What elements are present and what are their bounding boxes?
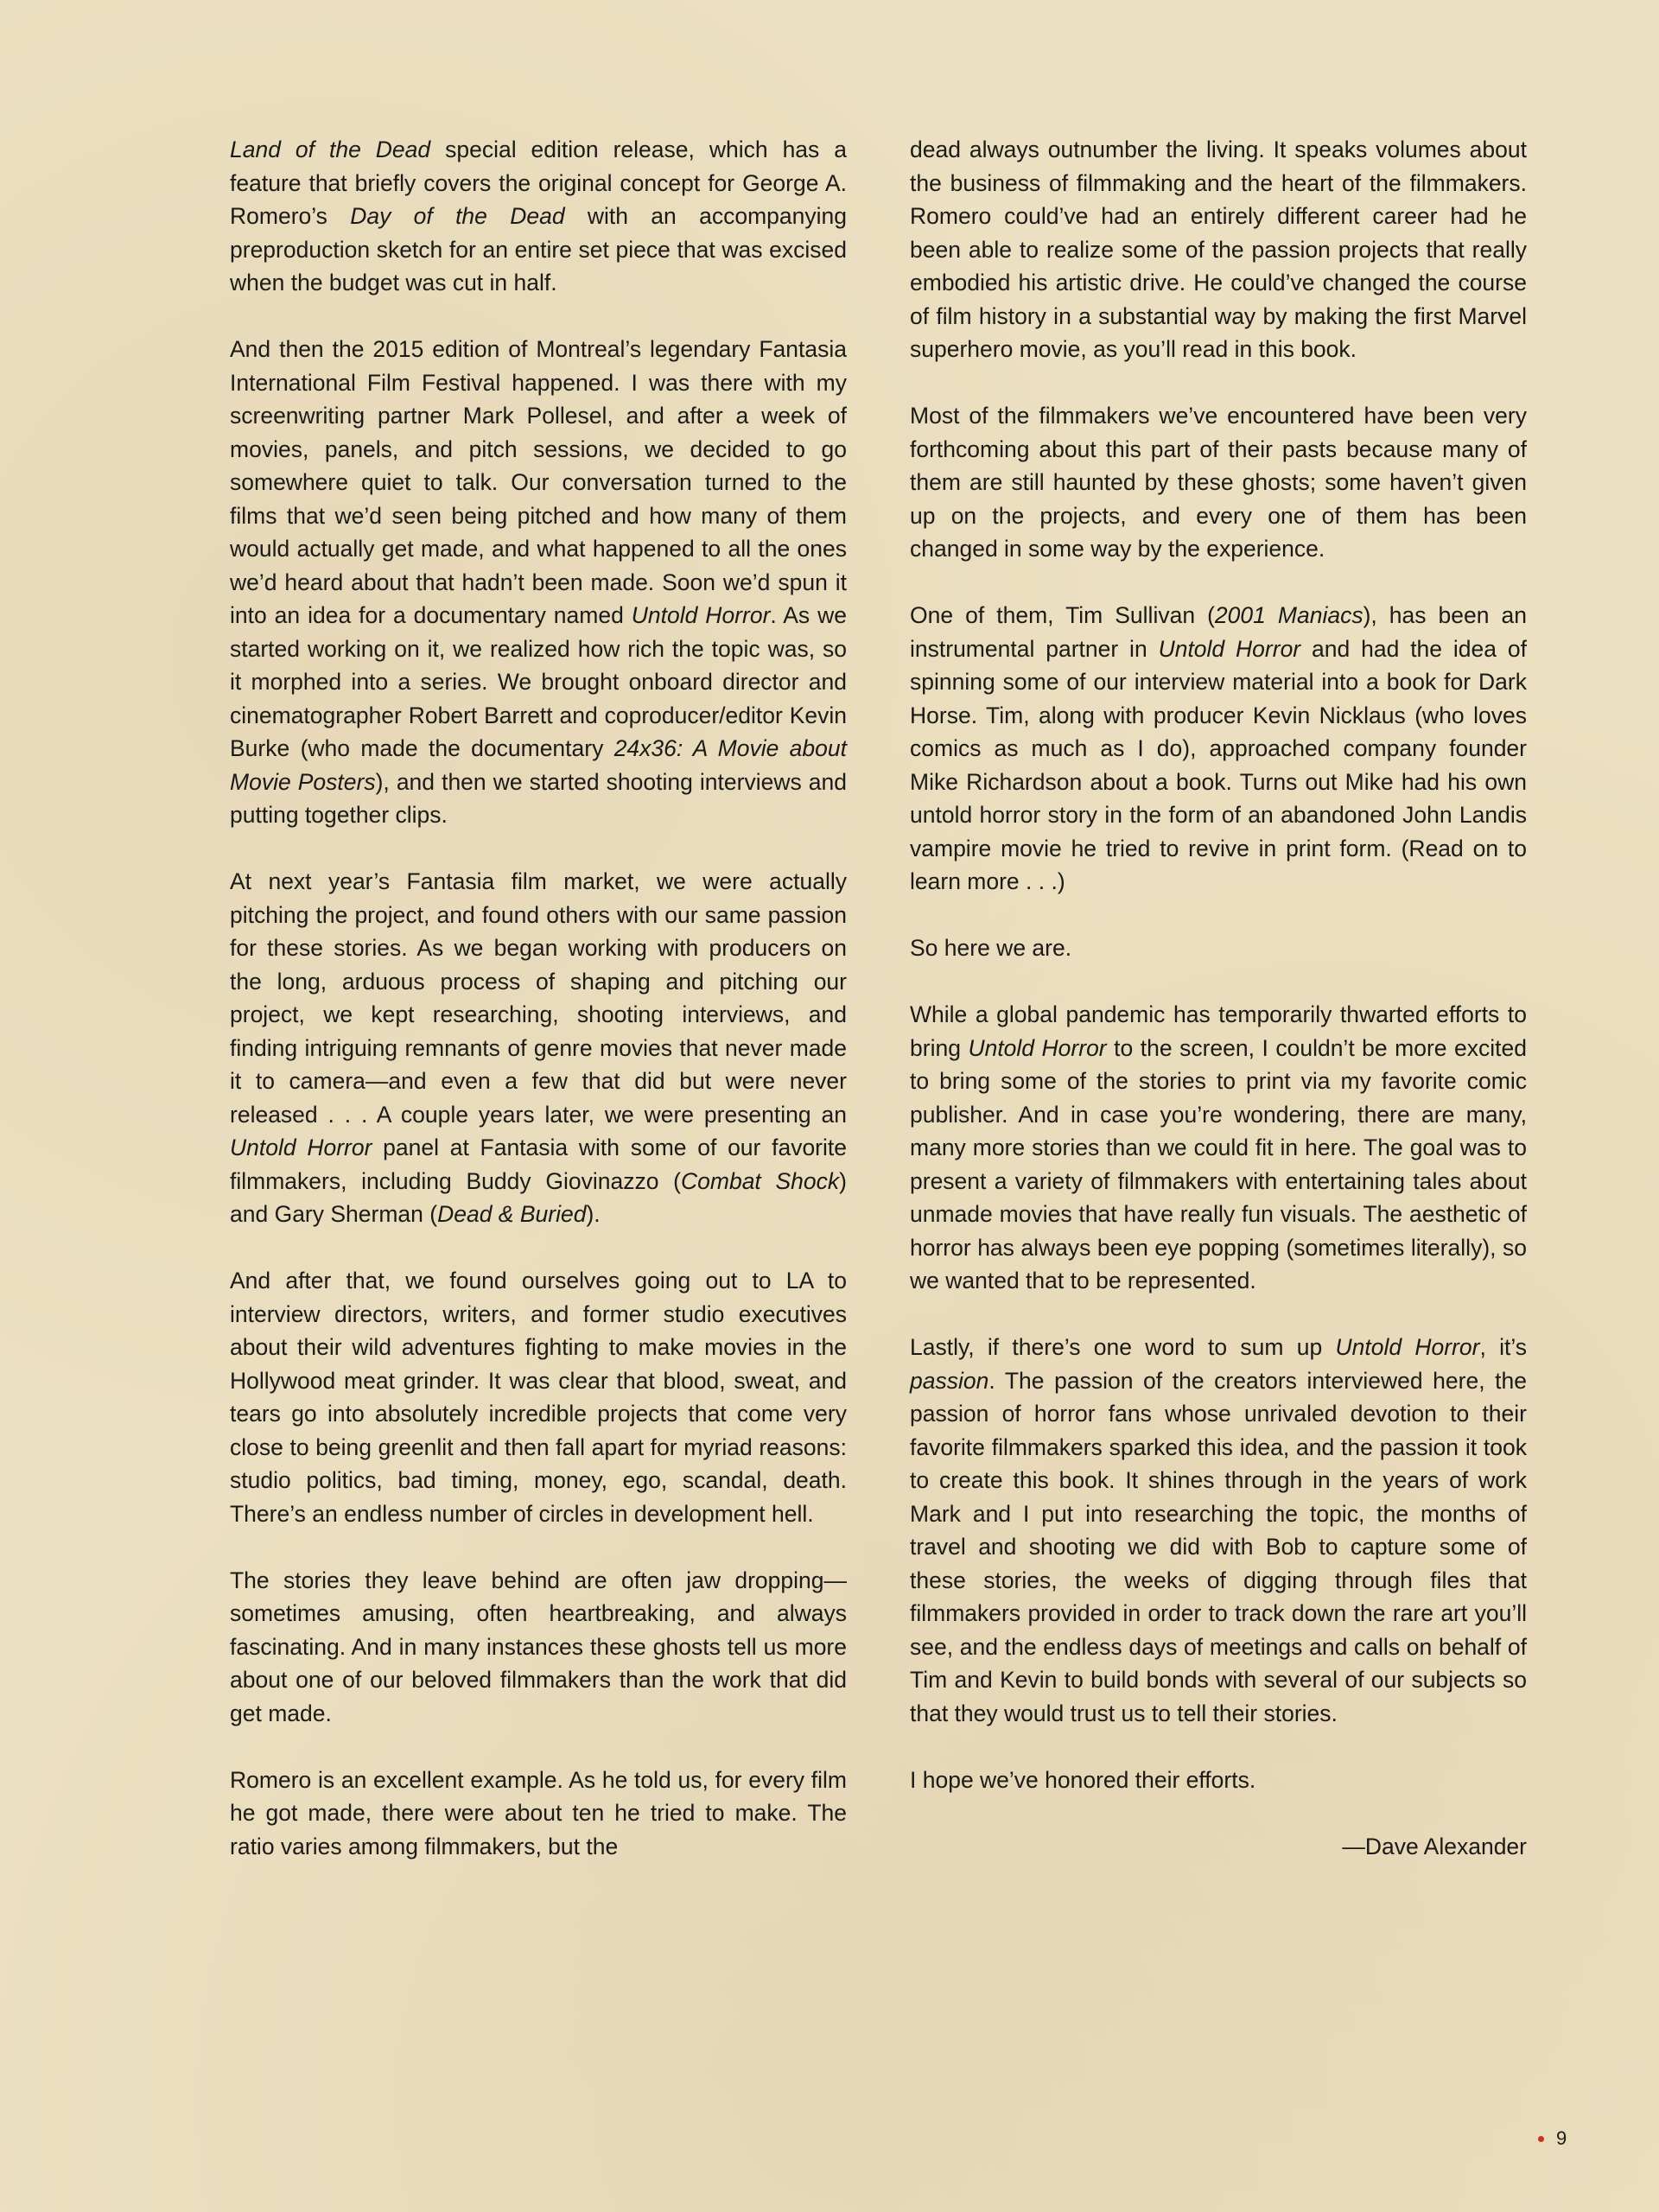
- text-run: . The passion of the creators interviewed here, the passion of horror fans whose unrivaled devotion to their favorite filmmakers sparked this idea, and the passion it took to create this book. It shines through in the years of work Mark and I put into researching the topic, the months of travel and shooting we did with Bob to capture some of these stories, the weeks of digging through files that filmmakers provided in order to track down the rare art you’ll see, and the endless days of meetings and calls on behalf of Tim and Kevin to build bonds with several of our subjects so that they would trust us to tell their stories.: [910, 1367, 1527, 1726]
- text-run: special edition release, which has a feature that briefly covers the original concept for George A. Romero’s: [230, 137, 847, 229]
- text-run: . As we started working on it, we realized how rich the topic was, so it morphed into a series. We brought onboard director and cinematographer Robert Barrett and coproducer/editor Kevin Burke (who made the documentary: [230, 602, 847, 761]
- paragraph: [910, 399, 1527, 566]
- paragraph: [230, 1564, 847, 1731]
- italic-title: Dead & Buried: [437, 1201, 587, 1227]
- paragraph: [230, 133, 847, 300]
- text-run: Romero is an excellent example. As he told us, for every film he got made, there were about ten he tried to make. The ratio varies among filmmakers, but the: [230, 1766, 847, 1859]
- text-run: to the screen, I couldn’t be more excited to bring some of the stories to print via my favorite comic publisher. And in case you’re wondering, there are many, many more stories than we could fit in here. The goal was to present a variety of filmmakers with entertaining tales about unmade movies that have really fun visuals. The aesthetic of horror has always been eye popping (sometimes literally), so we wanted that to be represented.: [910, 1034, 1527, 1294]
- italic-title: passion: [910, 1367, 989, 1394]
- italic-title: Untold Horror: [230, 1135, 372, 1160]
- paragraph: [230, 333, 847, 832]
- text-run: with an accompanying preproduction sketch for an entire set piece that was excised when the budget was cut in half.: [230, 203, 847, 296]
- page-number: 9: [1556, 2127, 1567, 2149]
- text-run: The stories they leave behind are often jaw dropping—sometimes amusing, often heartbreaking, and always fascinating. And in many instances these ghosts tell us more about one of our beloved filmmakers than the work that did get made.: [230, 1567, 847, 1726]
- italic-title: Untold Horror: [1158, 635, 1301, 662]
- text-run: So here we are.: [910, 935, 1072, 961]
- italic-title: Untold Horror: [968, 1034, 1107, 1061]
- left-column: [230, 133, 847, 1897]
- italic-title: Land of the Dead: [230, 137, 431, 162]
- italic-title: 2001 Maniacs: [1214, 602, 1363, 628]
- paragraph: [910, 1764, 1527, 1797]
- text-run: ) and Gary Sherman (: [230, 1167, 847, 1227]
- text-run: I hope we’ve honored their efforts.: [910, 1766, 1256, 1793]
- folio-dot-icon: [1538, 2136, 1544, 2142]
- paragraph: [910, 1331, 1527, 1730]
- text-run: Lastly, if there’s one word to sum up: [910, 1334, 1336, 1360]
- author-signature: —Dave Alexander: [1342, 1833, 1527, 1859]
- text-run: panel at Fantasia with some of our favorite filmmakers, including Buddy Giovinazzo (: [230, 1135, 847, 1194]
- paragraph: [230, 865, 847, 1231]
- text-run: One of them, Tim Sullivan (: [910, 602, 1215, 628]
- paragraph: [910, 998, 1527, 1298]
- text-run: and had the idea of spinning some of our interview material into a book for Dark Horse. Tim, along with producer Kevin Nicklaus (who loves comics as much as I do), approached company founder Mike Richardson about a book. Turns out Mike had his own untold horror story in the form of an abandoned John Landis vampire movie he tried to revive in print form. (Read on to learn more . . .): [910, 635, 1527, 894]
- paragraph: [230, 1264, 847, 1530]
- paragraph: [230, 1764, 847, 1864]
- text-run: And after that, we found ourselves going out to LA to interview directors, writers, and former studio executives about their wild adventures fighting to make movies in the Hollywood meat grinder. It was clear that blood, sweat, and tears go into absolutely incredible projects that come very close to being greenlit and then fall apart for myriad reasons: studio politics, bad timing, money, ego, scandal, death. There’s an endless number of circles in development hell.: [230, 1268, 847, 1527]
- text-run: , it’s: [1479, 1334, 1528, 1360]
- text-run: At next year’s Fantasia film market, we were actually pitching the project, and found others with our same passion for these stories. As we began working with producers on the long, arduous process of shaping and pitching our project, we kept researching, shooting interviews, and finding intriguing remnants of genre movies that never made it to camera—and even a few that did but were never released . . . A couple years later, we were presenting an: [230, 868, 847, 1128]
- paragraph: [910, 133, 1527, 366]
- italic-title: Combat Shock: [681, 1167, 840, 1194]
- italic-title: Day of the Dead: [350, 203, 565, 229]
- italic-title: Untold Horror: [1335, 1334, 1480, 1360]
- text-run: ), has been an instrumental partner in: [910, 602, 1527, 662]
- text-run: Most of the filmmakers we’ve encountered have been very forthcoming about this part of their pasts because many of them are still haunted by these ghosts; some haven’t given up on the projects, and every one of them has been changed in some way by the experience.: [910, 403, 1527, 562]
- text-run: dead always outnumber the living. It speaks volumes about the business of filmmaking and the heart of the filmmakers. Romero could’ve had an entirely different career had he been able to realize some of the passion projects that really embodied his artistic drive. He could’ve changed the course of film history in a substantial way by making the first Marvel superhero movie, as you’ll read in this book.: [910, 137, 1527, 362]
- text-run: While a global pandemic has temporarily thwarted efforts to bring: [910, 1001, 1527, 1061]
- paragraph: [910, 599, 1527, 899]
- italic-title: Untold Horror: [631, 602, 771, 628]
- text-run: And then the 2015 edition of Montreal’s legendary Fantasia International Film Festival happened. I was there with my screenwriting partner Mark Pollesel, and after a week of movies, panels, and pitch sessions, we decided to go somewhere quiet to talk. Our conversation turned to the films that we’d seen being pitched and how many of them would actually get made, and what happened to all the ones we’d heard about that hadn’t been made. Soon we’d spun it into an idea for a documentary named: [230, 336, 847, 628]
- text-run: ).: [586, 1201, 601, 1227]
- paragraph: [910, 931, 1527, 965]
- page-folio: [1538, 2127, 1567, 2150]
- text-run: ), and then we started shooting interviews and putting together clips.: [230, 768, 848, 828]
- right-column: [910, 133, 1527, 1897]
- italic-title: 24x36: A Movie about Movie Posters: [230, 735, 847, 795]
